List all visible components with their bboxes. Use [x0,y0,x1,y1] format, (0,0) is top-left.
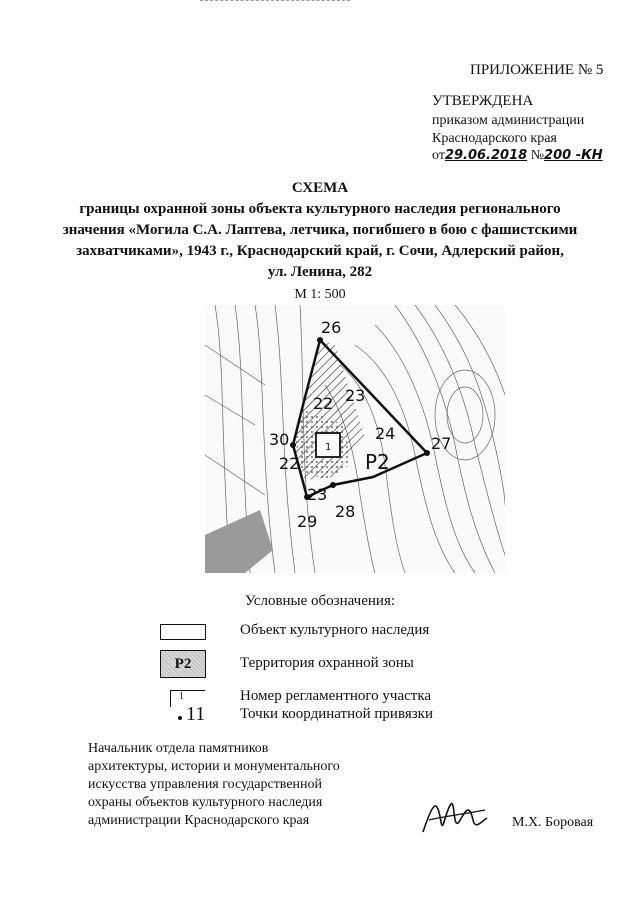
signatory-line-1: Начальник отдела памятников [88,741,269,756]
point-marker-28 [330,482,336,488]
signatory-line-4: охраны объектов культурного наследия [88,795,323,810]
top-dashed-rule [200,0,350,1]
site-map [205,305,505,573]
segment-label-5: 23 [307,485,328,504]
point-marker-27 [424,450,430,456]
legend-title: Условные обозначения: [244,593,396,609]
point-label-29: 29 [297,512,318,531]
number-handwritten: 200 -КН [544,148,603,163]
segment-label-1: 22 [313,394,334,413]
point-label-28: 28 [335,502,356,521]
legend-object-label: Объект культурного наследия [240,622,430,638]
point-label-26: 26 [321,318,342,337]
title-line-3: захватчиками», 1943 г., Краснодарский край, г. Сочи, Адлерский район, [76,243,564,259]
order-date-line [432,148,603,164]
zone-label: Р2 [365,450,390,474]
map-scale: М 1: 500 [294,287,346,302]
signatory-line-2: архитектуры, истории и монументального [88,759,340,774]
legend-point-label: Точки координатной привязки [240,706,433,722]
document-title [60,178,580,283]
order-line-2: Краснодарского края [432,131,557,146]
legend-regulation-symbol: 1 [170,690,205,707]
point-marker-26 [317,337,323,343]
legend-point-symbol: 11 [186,703,206,725]
point-label-30: 30 [269,430,290,449]
signatory-position [88,740,388,830]
segment-label-3: 24 [375,424,396,443]
date-prefix: от [432,148,445,163]
legend-zone-symbol: Р2 [160,650,206,678]
legend-point-dot [178,716,182,720]
order-line-1: приказом администрации [432,113,585,128]
legend-regulation-label: Номер регламентного участка [240,688,432,704]
title-line-2: значения «Могила С.А. Лаптева, летчика, погибшего в бою с фашистскими [62,222,578,238]
segment-label-4: 22 [279,454,300,473]
point-marker-30 [290,442,296,448]
handwritten-signature [415,792,495,842]
segment-label-2: 23 [345,386,366,405]
point-label-27: 27 [431,434,452,453]
signer-name: М.Х. Боровая [512,815,594,830]
number-prefix: № [530,148,545,163]
date-handwritten: 29.06.2018 [444,148,528,163]
appendix-number: ПРИЛОЖЕНИЕ № 5 [470,62,604,78]
title-line-1: границы охранной зоны объекта культурного наследия регионального [79,201,561,217]
title-heading: СХЕМА [291,180,349,196]
approved-label: УТВЕРЖДЕНА [432,93,534,109]
title-line-4: ул. Ленина, 282 [267,264,373,280]
signatory-line-5: администрации Краснодарского края [88,813,310,828]
signatory-line-3: искусства управления государственной [88,777,323,792]
object-label: 1 [325,442,332,453]
legend-zone-label: Территория охранной зоны [240,655,414,671]
legend-object-symbol [160,624,206,640]
